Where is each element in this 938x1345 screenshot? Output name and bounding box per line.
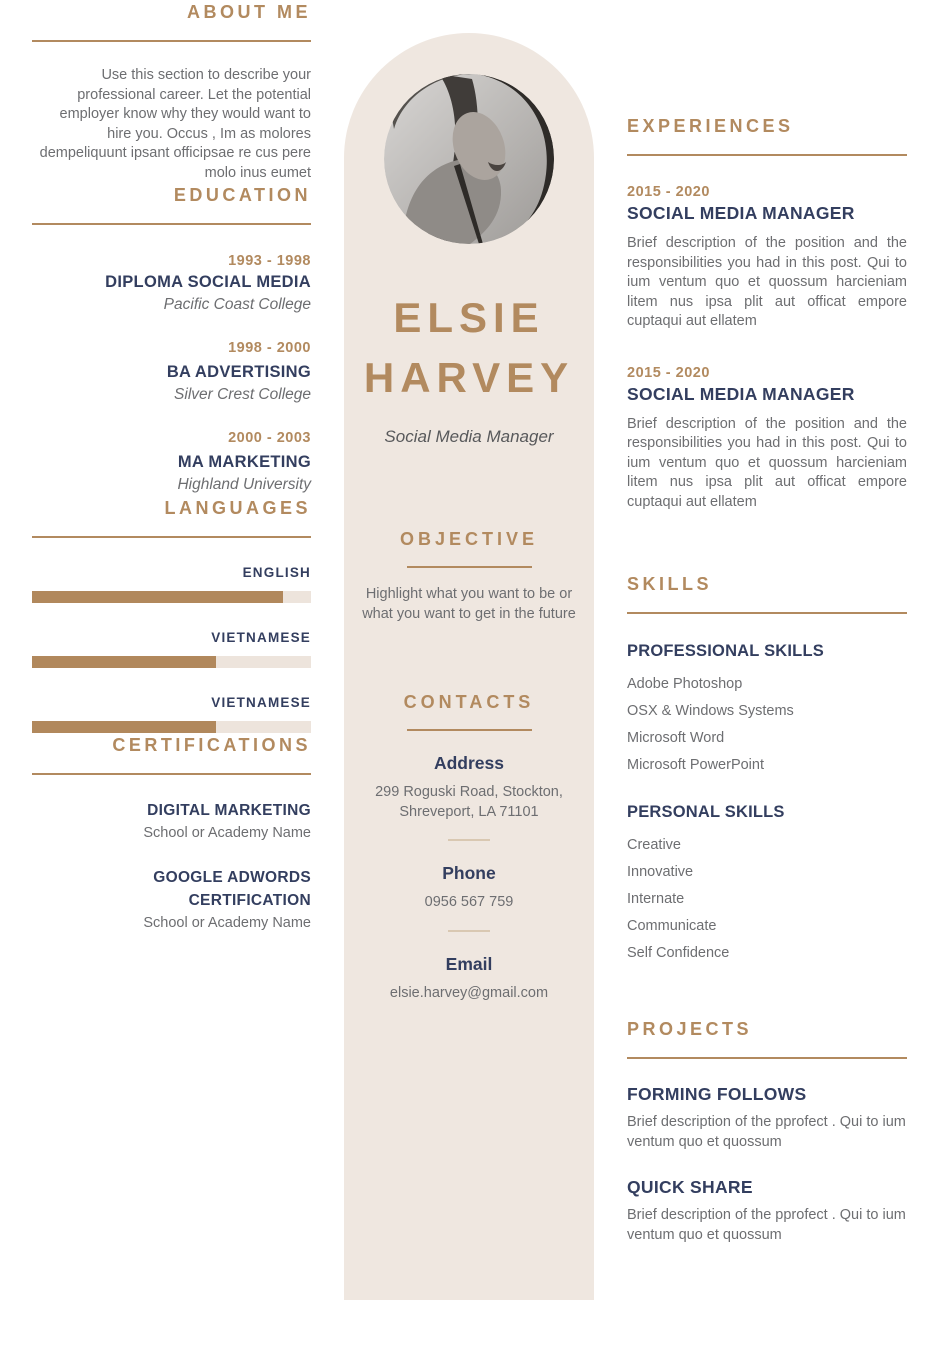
education-school: Pacific Coast College [163,296,311,313]
section-divider [627,1057,907,1059]
left-column [32,0,311,934]
job-title: Social Media Manager [384,427,554,446]
section-divider [32,536,311,538]
language-progress-bar [32,721,311,733]
education-school: Silver Crest College [174,386,311,403]
portrait-photo-illustration [384,74,554,244]
education-period: 2000 - 2003 [228,430,311,446]
education-period: 1993 - 1998 [228,253,311,269]
professional-skills-title: PROFESSIONAL SKILLS [627,642,824,660]
email-value: elsie.harvey@gmail.com [389,984,549,1001]
language-label: VIETNAMESE [211,695,311,710]
skill-item: Internate [627,891,685,907]
certification-item [32,866,311,934]
project-description: Brief description of the pprofect . Qui to ium ventum quo et quossum [627,1114,906,1150]
certification-title: DIGITAL MARKETING [147,802,311,819]
center-panel [344,33,594,1300]
certification-school: School or Academy Name [143,915,311,931]
name-block [344,288,594,408]
education-item [32,428,311,496]
project-item [627,1176,907,1245]
experience-description: Brief description of the position and the responsibilities you had in this post. Qui to ium ventum quo et quossum harcieniam litem nus ipsa plit aut officat empore cuptaqui aut ellatem [627,415,907,510]
personal-skills-title: PERSONAL SKILLS [627,803,785,821]
experiences-heading: EXPERIENCES [627,116,794,136]
skill-item: Microsoft PowerPoint [627,757,764,773]
certification-school: School or Academy Name [143,825,311,841]
project-description: Brief description of the pprofect . Qui to ium ventum quo et quossum [627,1207,906,1243]
section-divider [32,773,311,775]
experience-title: SOCIAL MEDIA MANAGER [627,383,855,404]
project-title: FORMING FOLLOWS [627,1084,807,1104]
about-me-heading: ABOUT ME [187,2,311,22]
skill-item: OSX & Windows Systems [627,703,794,719]
language-progress-fill [32,721,216,733]
objective-heading: OBJECTIVE [399,529,539,549]
objective-text: Highlight what you want to be or what you want to get in the future [362,586,576,622]
email-label: Email [445,953,493,974]
contact-divider [448,930,490,932]
section-divider [627,612,907,614]
about-me-text: Use this section to describe your professional career. Let the potential employer know why they would want to hire you. Occus , Im as molores dempeliquunt ipsant officipsae re cus pere molo inus eumet [39,67,311,181]
language-row [32,564,311,603]
contacts-heading: CONTACTS [403,692,535,712]
experience-item [627,363,907,513]
skill-item: Adobe Photoshop [627,676,743,692]
skill-item: Creative [627,837,681,853]
contact-divider [448,839,490,841]
education-title: BA ADVERTISING [166,363,311,381]
experience-period: 2015 - 2020 [627,364,710,381]
right-column [627,0,907,1245]
first-name: ELSIE [393,294,545,341]
language-row [32,629,311,668]
phone-label: Phone [442,863,496,883]
education-period: 1998 - 2000 [228,340,311,356]
languages-heading: LANGUAGES [164,498,311,518]
education-heading: EDUCATION [173,185,311,205]
skill-item: Communicate [627,918,717,934]
language-label: ENGLISH [242,565,311,580]
language-progress-bar [32,656,311,668]
education-item [32,338,311,406]
certification-title: GOOGLE ADWORDS CERTIFICATION [153,869,311,909]
language-progress-fill [32,591,283,603]
certification-item [32,799,311,844]
personal-skills-list [627,832,907,967]
language-progress-fill [32,656,216,668]
section-divider [32,40,311,42]
certifications-heading: CERTIFICATIONS [112,735,311,755]
section-divider [407,729,532,731]
skills-heading: SKILLS [627,574,713,594]
language-progress-bar [32,591,311,603]
education-title: DIPLOMA SOCIAL MEDIA [105,273,311,291]
project-title: QUICK SHARE [627,1177,753,1197]
profile-photo [384,74,554,244]
education-title: MA MARKETING [177,453,311,471]
phone-value: 0956 567 759 [424,894,514,910]
section-divider [32,223,311,225]
section-divider [627,154,907,156]
experience-period: 2015 - 2020 [627,184,710,200]
professional-skills-list [627,671,907,779]
section-divider [407,566,532,568]
language-row [32,694,311,733]
address-value: 299 Roguski Road, Stockton, Shreveport, LA 71101 [375,784,563,820]
experience-item [627,182,907,332]
skill-item: Microsoft Word [627,730,725,746]
address-label: Address [433,753,505,773]
experience-title: SOCIAL MEDIA MANAGER [627,203,855,223]
education-school: Highland University [177,476,311,493]
skill-item: Self Confidence [627,945,730,961]
last-name: HARVEY [363,354,575,401]
experience-description: Brief description of the position and the responsibilities you had in this post. Qui to ium ventum quo et quossum harcieniam litem nus ipsa plit aut officat empore cuptaqui aut ellatem [627,235,907,329]
projects-heading: PROJECTS [627,1019,753,1039]
language-label: VIETNAMESE [211,630,311,645]
education-item [32,251,311,316]
skill-item: Innovative [627,864,694,880]
project-item [627,1083,907,1152]
